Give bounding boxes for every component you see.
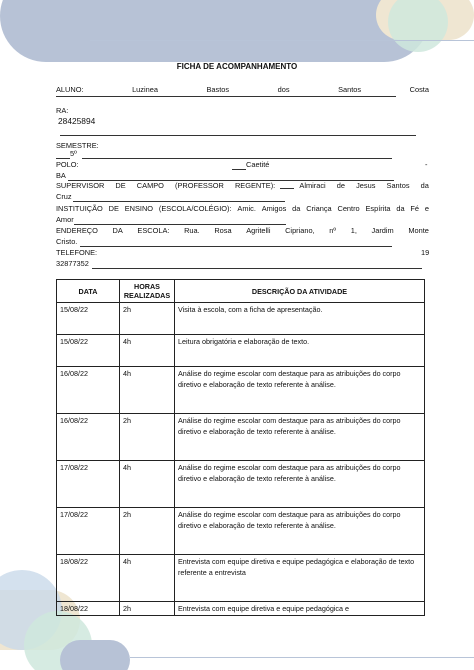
cell-horas: 4h [120,555,175,602]
cell-descricao: Visita à escola, com a ficha de apresentação. [175,303,425,335]
semestre-blank-1 [56,158,70,159]
semestre-label: SEMESTRE: [56,141,99,150]
table-row [57,555,425,602]
cell-horas: 2h [120,303,175,335]
polo-value: Caetité [246,160,270,169]
instituicao-word: Amigos [261,204,287,213]
instituicao-word: INSTITUIÇÃO [56,204,103,213]
telefone-tail: 19 [421,248,430,257]
polo-dash: - [425,160,428,169]
instituicao-line [56,204,429,213]
cell-horas: 2h [120,414,175,461]
endereco-word: 1, [350,226,357,235]
ra-underline [60,135,416,136]
instituicao-word: e [424,204,429,213]
aluno-label: ALUNO: [56,85,84,94]
endereco-word: ENDEREÇO [56,226,98,235]
instituicao-cont: Amor [56,215,74,224]
cell-descricao: Análise do regime escolar com destaque para as atribuições do corpo diretivo e elaboração de texto referente à análise. [175,508,425,555]
endereco-word: Agritelli [246,226,271,235]
supervisor-word: (PROFESSOR [175,181,224,190]
cell-descricao: Leitura obrigatória e elaboração de texto. [175,335,425,367]
instituicao-word: Espírita [365,204,391,213]
table-row [57,414,425,461]
table-row [57,303,425,335]
semestre-underline [82,158,392,159]
polo-label: POLO: [56,160,79,169]
table-row [57,367,425,414]
table-row [57,602,425,616]
table-header-row [57,280,425,303]
telefone-cont: 32877352 [56,259,89,268]
endereco-line [56,226,429,235]
aluno-line [56,85,429,94]
cell-horas: 4h [120,335,175,367]
endereco-word: Rosa [214,226,232,235]
cell-horas: 2h [120,602,175,616]
cell-horas: 2h [120,508,175,555]
cell-data: 18/08/22 [57,555,120,602]
cell-data: 16/08/22 [57,414,120,461]
polo-blank [232,169,246,170]
cell-descricao: Análise do regime escolar com destaque para as atribuições do corpo diretivo e elaboração de texto referente à análise. [175,367,425,414]
supervisor-word: DE [115,181,126,190]
supervisor-underline [73,201,285,202]
instituicao-word: Centro [337,204,360,213]
endereco-word: nº [329,226,337,235]
supervisor-cont: Cruz [56,192,72,201]
cell-data: 17/08/22 [57,461,120,508]
supervisor-word: de [336,181,346,190]
cell-descricao: Análise do regime escolar com destaque para as atribuições do corpo diretivo e elaboração de texto referente à análise. [175,414,425,461]
document-title: FICHA DE ACOMPANHAMENTO [176,62,298,71]
ra-label: RA: [56,106,69,115]
supervisor-word: Santos [386,181,410,190]
instituicao-word: da [396,204,405,213]
endereco-word: Monte [408,226,429,235]
endereco-word: ESCOLA: [137,226,170,235]
endereco-word: DA [112,226,123,235]
instituicao-word: Criança [306,204,332,213]
endereco-underline [80,246,392,247]
cell-data: 18/08/22 [57,602,120,616]
cell-descricao: Entrevista com equipe diretiva e equipe pedagógica e [175,602,425,616]
aluno-word: Bastos [206,85,230,94]
cell-data: 15/08/22 [57,335,120,367]
supervisor-word: da [420,181,429,190]
instituicao-word: DE [108,204,119,213]
polo-uf: BA [56,171,66,180]
aluno-underline [56,96,396,97]
telefone-label: TELEFONE: [56,248,98,257]
cell-data: 15/08/22 [57,303,120,335]
supervisor-word: SUPERVISOR [56,181,105,190]
activity-table [56,279,425,616]
table-row [57,508,425,555]
table-row [57,335,425,367]
aluno-word: Costa [409,85,429,94]
endereco-word: Jardim [371,226,394,235]
cell-data: 16/08/22 [57,367,120,414]
aluno-word: dos [277,85,290,94]
supervisor-line [56,181,429,190]
cell-horas: 4h [120,367,175,414]
endereco-word: Cipriano, [285,226,315,235]
table-row [57,461,425,508]
telefone-underline [92,268,422,269]
ra-value: 28425894 [58,116,96,126]
supervisor-word: Jesus [356,181,376,190]
header-descricao: DESCRIÇÃO DA ATIVIDADE [175,280,425,303]
instituicao-word: ENSINO [124,204,154,213]
instituicao-word: (ESCOLA/COLÉGIO): [158,204,232,213]
cell-descricao: Análise do regime escolar com destaque para as atribuições do corpo diretivo e elaboração de texto referente à análise. [175,461,425,508]
aluno-word: Santos [338,85,362,94]
header-data: DATA [57,280,120,303]
supervisor-blank [280,181,294,189]
instituicao-underline [74,224,286,225]
cell-horas: 4h [120,461,175,508]
instituicao-word: da [292,204,301,213]
instituicao-word: Amic. [237,204,256,213]
supervisor-word: Almiraci [299,181,326,190]
semestre-value: 5º [70,149,77,158]
supervisor-word: REGENTE): [234,181,276,190]
instituicao-word: Fé [410,204,420,213]
endereco-word: Rua. [184,226,200,235]
header-horas: HORAS REALIZADAS [120,280,175,303]
cell-descricao: Entrevista com equipe diretiva e equipe pedagógica e elaboração de texto referente a entrevista [175,555,425,602]
cell-data: 17/08/22 [57,508,120,555]
endereco-cont: Cristo. [56,237,78,246]
supervisor-word: CAMPO [136,181,164,190]
aluno-word: Luzinea [132,85,158,94]
